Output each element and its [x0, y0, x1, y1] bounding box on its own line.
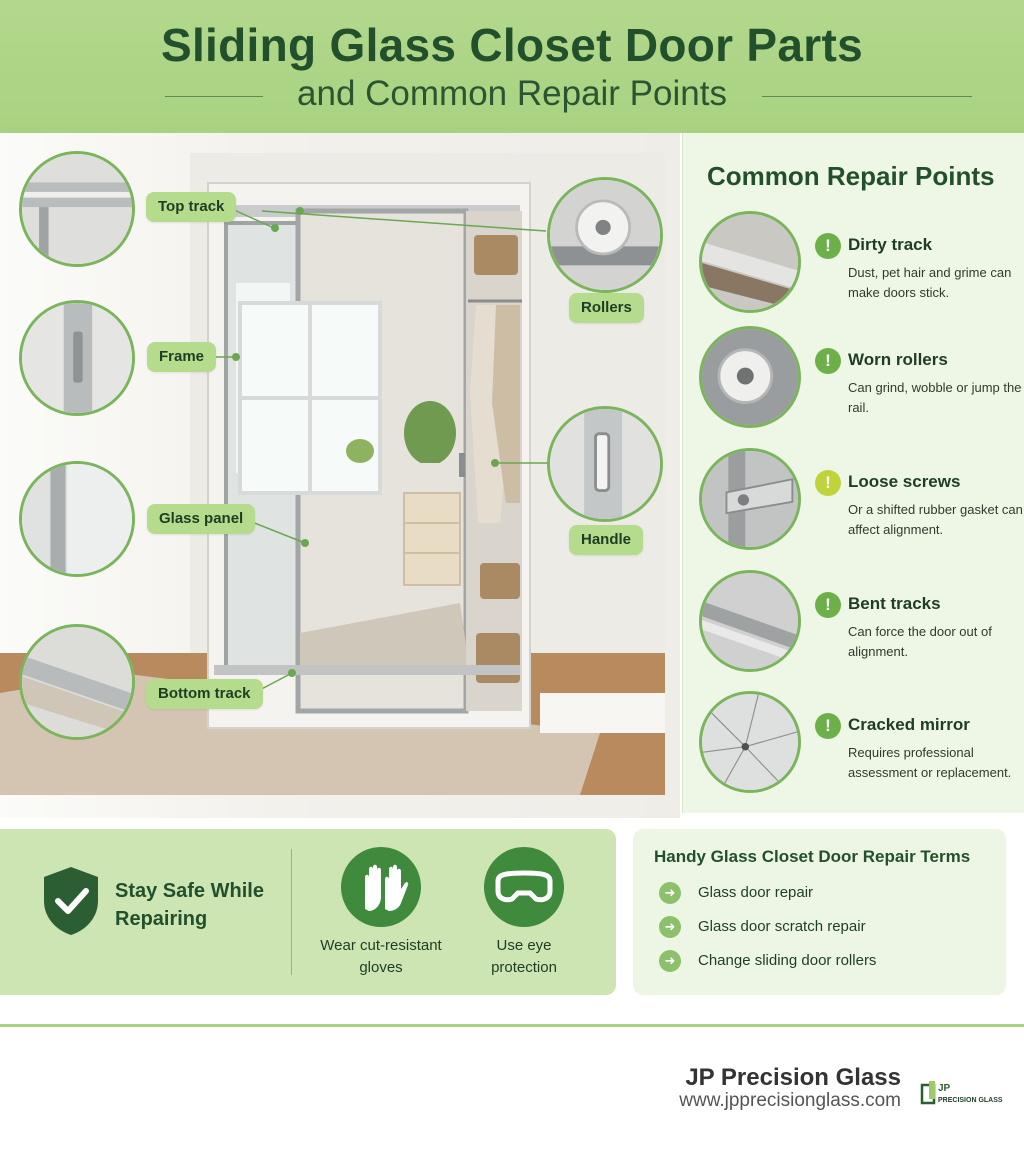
exclamation-icon: ! [815, 348, 841, 374]
repair-desc: Can grind, wobble or jump the rail. [848, 380, 1022, 415]
dirty-track-thumbnail [699, 211, 801, 313]
label-bottom-track: Bottom track [146, 679, 263, 709]
repair-desc: Requires professional assessment or replacement. [848, 745, 1012, 780]
safety-divider [291, 849, 292, 975]
goggles-icon-graphic [484, 847, 564, 927]
repair-name: Cracked mirror [848, 715, 970, 734]
repair-item-loose-screws [683, 448, 1024, 558]
company-website-link[interactable]: www.jpprecisionglass.com [679, 1090, 901, 1111]
exclamation-icon: ! [815, 713, 841, 739]
tip-gloves-label: Wear cut-resistant gloves [320, 937, 442, 976]
repair-desc: Or a shifted rubber gasket can affect alignment. [848, 502, 1023, 537]
top-track-detail-bubble [19, 151, 135, 267]
dirty-track-image [702, 214, 798, 310]
bottom-track-detail-image [22, 627, 132, 737]
repair-name: Bent tracks [848, 594, 941, 613]
repair-terms-panel [633, 829, 1006, 995]
goggles-icon [484, 847, 564, 927]
exclamation-icon: ! [815, 233, 841, 259]
glass-panel-detail-bubble [19, 461, 135, 577]
terms-title: Handy Glass Closet Door Repair Terms [654, 847, 971, 866]
exclamation-icon: ! [815, 592, 841, 618]
repair-item-dirty-track [683, 211, 1024, 321]
tip-eye-label: Use eye protection [491, 937, 557, 976]
top-track-detail-image [22, 154, 132, 264]
cracked-mirror-thumbnail [699, 691, 801, 793]
shield-check-icon [40, 865, 102, 937]
arrow-right-icon: ➜ [659, 916, 681, 938]
term-text: Glass door repair [698, 884, 814, 901]
repair-points-title: Common Repair Points [707, 161, 995, 191]
worn-rollers-thumbnail [699, 326, 801, 428]
term-text: Change sliding door rollers [698, 952, 877, 969]
label-top-track: Top track [146, 192, 236, 222]
repair-item-worn-rollers [683, 326, 1024, 436]
gloves-icon [341, 847, 421, 927]
safety-panel [0, 829, 616, 995]
bent-tracks-thumbnail [699, 570, 801, 672]
svg-text:JP: JP [938, 1083, 951, 1094]
repair-desc: Can force the door out of alignment. [848, 624, 992, 659]
company-name: JP Precision Glass [685, 1064, 901, 1091]
closet-illustration [0, 133, 680, 818]
bottom-track-detail-bubble [19, 624, 135, 740]
page-subtitle: and Common Repair Points [297, 74, 727, 113]
glass-panel-detail-image [22, 464, 132, 574]
repair-name: Worn rollers [848, 350, 948, 369]
exclamation-icon: ! [815, 470, 841, 496]
term-text: Glass door scratch repair [698, 918, 866, 935]
label-handle: Handle [569, 525, 643, 555]
subtitle-rule-right [762, 96, 972, 97]
repair-item-bent-tracks [683, 570, 1024, 680]
loose-screws-image [702, 451, 798, 547]
label-frame: Frame [147, 342, 216, 372]
arrow-right-icon: ➜ [659, 882, 681, 904]
cracked-mirror-image [702, 694, 798, 790]
worn-rollers-image [702, 329, 798, 425]
rollers-detail-bubble [547, 177, 663, 293]
handle-detail-bubble [547, 406, 663, 522]
handle-detail-image [550, 409, 660, 519]
repair-points-panel [682, 133, 1024, 813]
repair-item-cracked-mirror [683, 691, 1024, 801]
page-title: Sliding Glass Closet Door Parts [160, 19, 864, 71]
label-glass-panel: Glass panel [147, 504, 255, 534]
svg-text:PRECISION GLASS: PRECISION GLASS [938, 1097, 1003, 1104]
frame-detail-image [22, 303, 132, 413]
repair-desc: Dust, pet hair and grime can make doors stick. [848, 265, 1012, 300]
arrow-right-icon: ➜ [659, 950, 681, 972]
repair-name: Dirty track [848, 235, 933, 254]
label-rollers: Rollers [569, 293, 644, 323]
bent-tracks-image [702, 573, 798, 669]
safety-title: Stay Safe While Repairing [115, 880, 264, 930]
header-banner [0, 0, 1024, 133]
gloves-icon-graphic [341, 847, 421, 927]
rollers-detail-image [550, 180, 660, 290]
repair-name: Loose screws [848, 472, 961, 491]
loose-screws-thumbnail [699, 448, 801, 550]
company-logo [920, 1079, 1006, 1107]
frame-detail-bubble [19, 300, 135, 416]
footer-divider [0, 1024, 1024, 1027]
